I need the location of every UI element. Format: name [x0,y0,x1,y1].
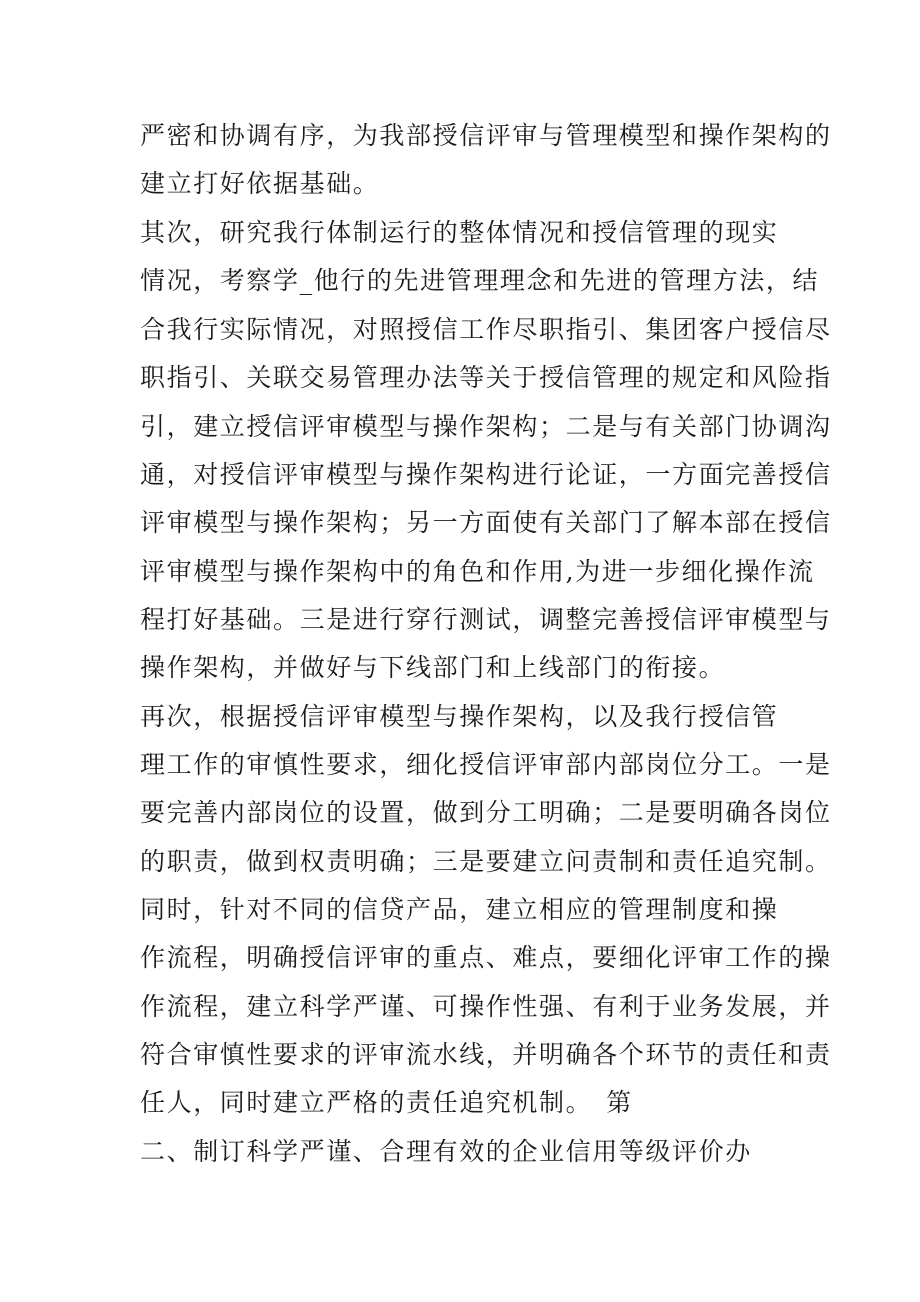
text-line: 二、制订科学严谨、合理有效的企业信用等级评价办 [140,1137,752,1166]
text-line: 程打好基础。三是进行穿行测试，调整完善授信评审模型与 [140,605,832,634]
text-line: 引，建立授信评审模型与操作架构；二是与有关部门协调沟 [140,412,832,441]
text-line: 作流程，明确授信评审的重点、难点，要细化评审工作的操 [140,943,832,972]
text-line: 合我行实际情况，对照授信工作尽职指引、集团客户授信尽 [140,315,832,344]
text-line: 情况，考察学_他行的先进管理理念和先进的管理方法，结 [140,266,820,295]
text-line: 严密和协调有序，为我部授信评审与管理模型和操作架构的 [140,121,832,150]
text-line: 作流程，建立科学严谨、可操作性强、有利于业务发展，并 [140,992,832,1021]
text-line: 符合审慎性要求的评审流水线，并明确各个环节的责任和责 [140,1040,832,1069]
text-line: 建立打好依据基础。 [140,169,380,198]
text-line: 其次，研究我行体制运行的整体情况和授信管理的现实 [140,218,779,247]
text-line: 同时，针对不同的信贷产品，建立相应的管理制度和操 [140,895,779,924]
text-line: 评审模型与操作架构；另一方面使有关部门了解本部在授信 [140,508,832,537]
text-line: 通，对授信评审模型与操作架构进行论证，一方面完善授信 [140,460,832,489]
text-line: 操作架构，并做好与下线部门和上线部门的衔接。 [140,653,726,682]
text-line: 的职责，做到权责明确；三是要建立问责制和责任追究制。 [140,847,832,876]
text-line: 任人，同时建立严格的责任追究机制。 第 [140,1088,633,1117]
text-line: 理工作的审慎性要求，细化授信评审部内部岗位分工。一是 [140,750,832,779]
text-line: 评审模型与操作架构中的角色和作用,为进一步细化操作流 [140,557,815,586]
text-line: 职指引、关联交易管理办法等关于授信管理的规定和风险指 [140,363,832,392]
text-line: 要完善内部岗位的设置，做到分工明确；二是要明确各岗位 [140,798,832,827]
text-line: 再次，根据授信评审模型与操作架构，以及我行授信管 [140,702,779,731]
